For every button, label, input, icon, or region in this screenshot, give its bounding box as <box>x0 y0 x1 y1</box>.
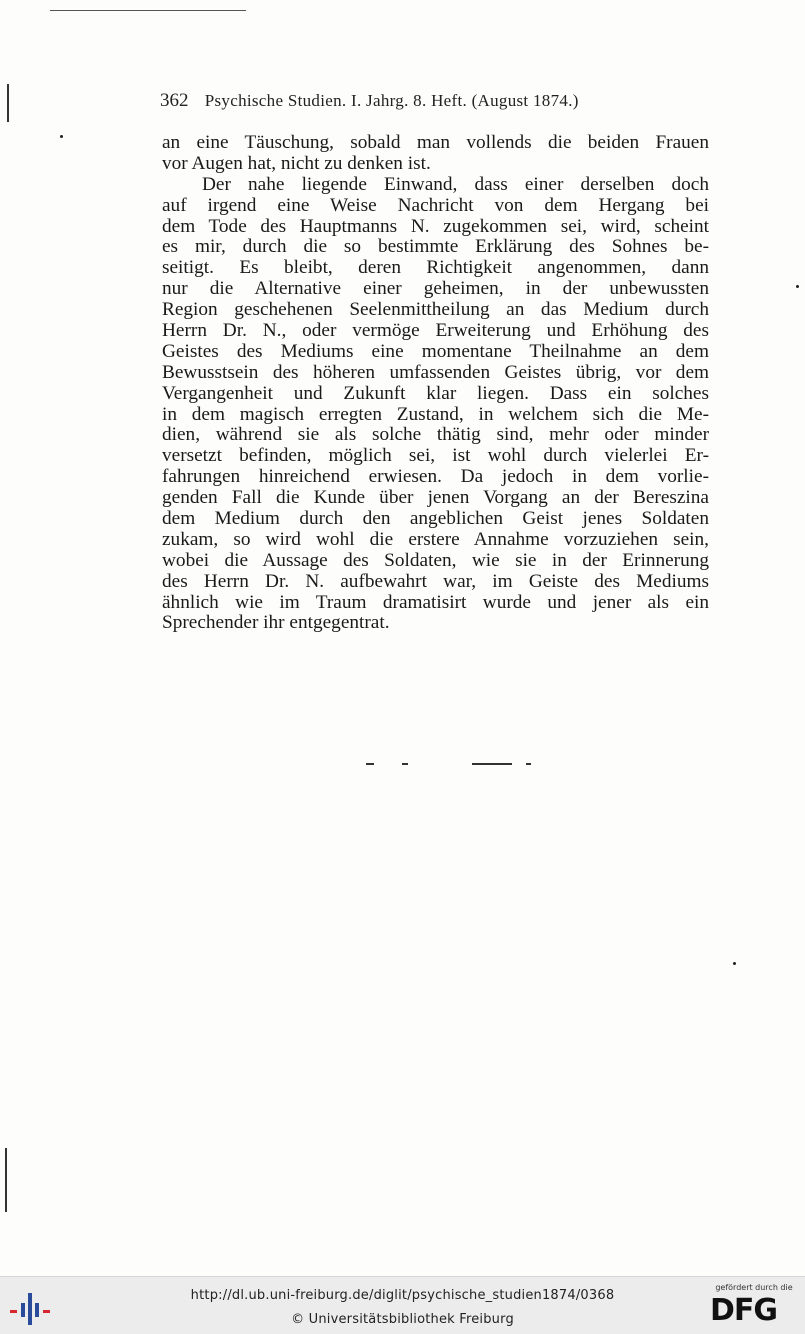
text-line: Region geschehenen Seelenmittheilung an das Medium durch <box>162 299 709 321</box>
margin-speck <box>60 135 63 138</box>
text-line: ähnlich wie im Traum dramatisirt wurde und jener als ein <box>162 591 709 613</box>
document-url[interactable]: http://dl.ub.uni-freiburg.de/diglit/psychische_studien1874/0368 <box>190 1288 615 1303</box>
left-margin-mark <box>7 84 9 122</box>
page-header <box>160 90 660 112</box>
text-line: Herrn Dr. N., oder vermöge Erweiterung und Erhöhung des <box>162 320 709 342</box>
text-line: es mir, durch die so bestimmte Erklärung des Sohnes be- <box>162 236 709 258</box>
dfg-logo-text: DFG <box>710 1293 778 1328</box>
text-line: Vergangenheit und Zukunft klar liegen. Dass ein solches <box>162 382 709 404</box>
text-line: Geistes des Mediums eine momentane Theilnahme an dem <box>162 340 709 362</box>
text-line: Sprechender ihr entgegentrat. <box>162 612 390 634</box>
section-divider <box>526 763 531 765</box>
text-line: des Herrn Dr. N. aufbewahrt war, im Geiste des Mediums <box>162 570 709 592</box>
text-line: vor Augen hat, nicht zu denken ist. <box>162 152 431 174</box>
dfg-caption: gefördert durch die <box>715 1283 793 1292</box>
text-line: zukam, so wird wohl die erstere Annahme vorzuziehen sein, <box>162 528 709 550</box>
text-line: dien, während sie als solche thätig sind, mehr oder minder <box>162 424 709 446</box>
text-line: versetzt befinden, möglich sei, ist wohl durch vielerlei Er- <box>162 445 709 467</box>
text-line: in dem magisch erregten Zustand, in welchem sich die Me- <box>162 403 709 425</box>
running-title: Psychische Studien. I. Jahrg. 8. Heft. (August 1874.) <box>204 91 579 110</box>
text-line: seitigt. Es bleibt, deren Richtigkeit angenommen, dann <box>162 257 709 279</box>
text-line: an eine Täuschung, sobald man vollends die beiden Frauen <box>162 132 709 153</box>
text-line: genden Fall die Kunde über jenen Vorgang an der Bereszina <box>162 487 709 509</box>
section-divider <box>402 763 408 765</box>
left-margin-mark-lower <box>5 1148 7 1212</box>
text-line: Bewusstsein des höheren umfassenden Geistes übrig, vor dem <box>162 361 709 383</box>
viewer-footer <box>0 1276 805 1334</box>
text-line: dem Medium durch den angeblichen Geist jenes Soldaten <box>162 508 709 530</box>
text-line: fahrungen hinreichend erwiesen. Da jedoch in dem vorlie- <box>162 466 709 488</box>
text-line: dem Tode des Hauptmanns N. zugekommen sei, wird, scheint <box>162 215 709 237</box>
text-line: auf irgend eine Weise Nachricht von dem Hergang bei <box>162 194 709 216</box>
page-number: 362 <box>160 90 189 111</box>
margin-speck <box>733 962 736 965</box>
text-line: Der nahe liegende Einwand, dass einer derselben doch <box>202 173 709 195</box>
text-line: wobei die Aussage des Soldaten, wie sie in der Erinnerung <box>162 549 709 571</box>
dfg-logo-icon <box>708 1283 800 1331</box>
copyright-notice: © Universitätsbibliothek Freiburg <box>291 1312 514 1327</box>
section-divider <box>366 763 374 765</box>
section-divider <box>472 763 512 765</box>
margin-speck <box>796 285 799 288</box>
body-text <box>162 133 709 634</box>
text-line: nur die Alternative einer geheimen, in der unbewussten <box>162 278 709 300</box>
top-rule <box>50 10 246 11</box>
